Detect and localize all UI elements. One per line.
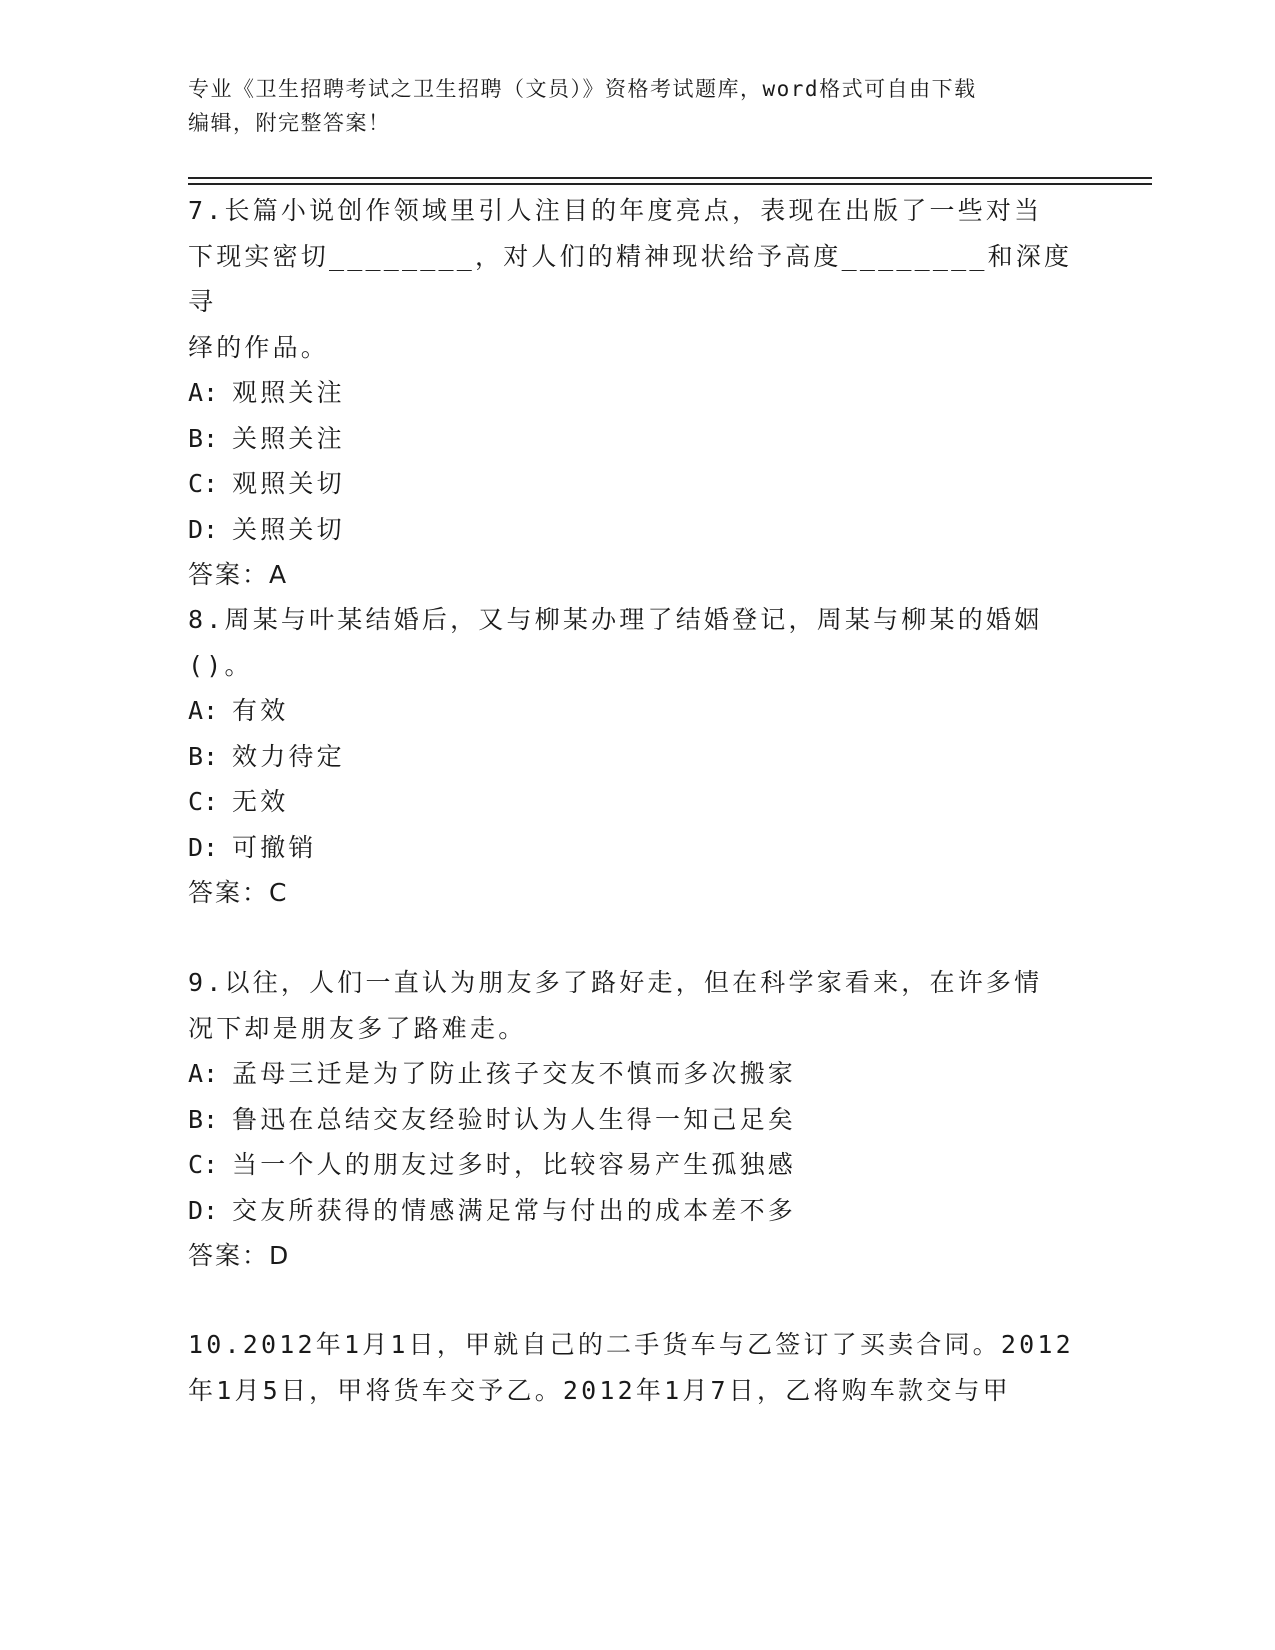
option-b — [188, 1097, 1088, 1143]
option-text: 当一个人的朋友过多时，比较容易产生孤独感 — [232, 1150, 797, 1179]
question-stem-line: 10.2012年1月1日，甲就自己的二手货车与乙签订了买卖合同。2012 — [188, 1330, 1074, 1359]
option-text: 可撤销 — [232, 832, 317, 862]
option-d — [188, 825, 1088, 871]
option-text: 有效 — [232, 696, 289, 725]
option-a — [188, 370, 1088, 416]
header-line-1: 专业《卫生招聘考试之卫生招聘（文员）》资格考试题库，word格式可自由下载 — [188, 77, 977, 101]
option-d — [188, 1188, 1088, 1234]
answer-line: 答案：A — [188, 560, 289, 589]
document-header — [188, 72, 1088, 140]
option-text: 观照关切 — [232, 469, 345, 498]
header-divider-top — [188, 177, 1152, 179]
question-10 — [188, 1322, 1088, 1413]
question-7 — [188, 188, 1088, 598]
answer-line: 答案：C — [188, 878, 289, 907]
option-letter: D: — [188, 832, 219, 862]
option-a — [188, 1051, 1088, 1097]
option-b — [188, 734, 1088, 780]
question-stem-line: 9.以往，人们一直认为朋友多了路好走，但在科学家看来，在许多情 — [188, 968, 1043, 997]
question-stem-line: 年1月5日，甲将货车交予乙。2012年1月7日，乙将购车款交与甲 — [188, 1375, 1011, 1405]
option-letter: C: — [188, 787, 219, 816]
option-text: 关照关切 — [232, 514, 345, 544]
option-text: 观照关注 — [232, 378, 345, 407]
question-9 — [188, 960, 1088, 1279]
question-stem-line: 况下却是朋友多了路难走。 — [188, 1013, 527, 1043]
answer-line: 答案：D — [188, 1241, 291, 1270]
option-text: 关照关注 — [232, 423, 345, 453]
option-letter: B: — [188, 1104, 219, 1134]
option-text: 孟母三迁是为了防止孩子交友不慎而多次搬家 — [232, 1059, 797, 1088]
option-letter: A: — [188, 1059, 219, 1088]
option-text: 无效 — [232, 787, 289, 816]
question-8 — [188, 597, 1088, 916]
option-c — [188, 779, 1088, 825]
question-stem-line: 7.长篇小说创作领域里引人注目的年度亮点，表现在出版了一些对当 — [188, 196, 1043, 225]
question-stem-line: ()。 — [188, 650, 253, 680]
option-letter: A: — [188, 696, 219, 725]
question-stem-line: 绎的作品。 — [188, 332, 330, 362]
option-letter: A: — [188, 378, 219, 407]
option-letter: C: — [188, 1150, 219, 1179]
option-letter: B: — [188, 423, 219, 453]
option-letter: D: — [188, 514, 219, 544]
option-letter: B: — [188, 741, 219, 771]
option-text: 鲁迅在总结交友经验时认为人生得一知己足矣 — [232, 1104, 797, 1134]
option-d — [188, 507, 1088, 553]
option-text: 效力待定 — [232, 741, 345, 771]
question-stem-line: 下现实密切________，对人们的精神现状给予高度________和深度寻 — [188, 241, 1073, 316]
header-divider-bottom — [188, 183, 1152, 185]
option-text: 交友所获得的情感满足常与付出的成本差不多 — [232, 1195, 797, 1225]
option-b — [188, 416, 1088, 462]
option-c — [188, 461, 1088, 507]
option-a — [188, 688, 1088, 734]
option-letter: D: — [188, 1195, 219, 1225]
option-c — [188, 1142, 1088, 1188]
option-letter: C: — [188, 469, 219, 498]
question-stem-line: 8.周某与叶某结婚后，又与柳某办理了结婚登记，周某与柳某的婚姻 — [188, 605, 1043, 634]
header-line-2: 编辑，附完整答案！ — [188, 111, 391, 135]
